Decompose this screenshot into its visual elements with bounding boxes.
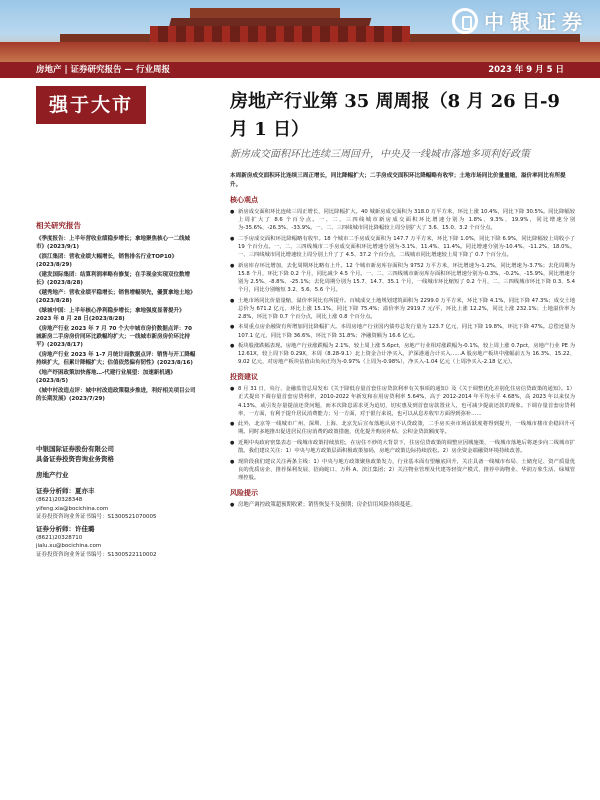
company-line: 具备证券投资咨询业务资格 [36,454,114,463]
related-report-item: 《绿城中国：上半年核心净利稳步增长；拿地强度显著提升》2023 年 8 月 28 日(2023/8/28) [36,308,185,322]
related-report-item: 《城中村改造点评：城中村改造政策稳步推进，利好相关项目公司的长期发展》(2023/7/29) [36,388,196,402]
investment-advice-point: ● 现阶段我们建议关注两条主线：1）中央与地方政策聚焦政策发力，行业基本面有望触底回升，关注具备一线城市布局、土储充足、资产质量优良的优质房企，推荐保利发展、招商蛇口、万科 A、滨江集团；2）关注物业管理及代建等轻资产模式，推荐中海物业、华润万象生活、绿城管理控股。 [230,458,575,482]
core-views-heading: 核心观点 [230,196,258,205]
analyst-detail: (8621)20328710 [36,535,83,542]
analyst-detail: (8621)20328348 [36,497,83,504]
related-report-item: 《季度报告：上半年营收业绩稳步增长；拿地聚焦核心一二线城市》(2023/9/1) [36,236,191,250]
main-content [230,86,575,796]
company-line: 中银国际证券股份有限公司 [36,445,114,453]
roof-decoration [190,8,340,18]
investment-advice-point: ● 近期中央政府密集表态一线城市政策持续放松，在房住不炒的大背景下，住房信贷政策的调整应因城施策，一线城市落地后将逐步向二线城市扩散。我们建议关注：1）中央与地方政策层面积极政策加码，房地产政策边际持续放松。2）房企资金端融资环境持续改善。 [230,439,575,455]
summary-paragraph: 本周新房成交面积环比连续三周正增长，同比降幅扩大；二手房成交面积环比降幅略有收窄；土地市场同比价量量缩，溢价率同比有所提升。 [230,173,566,188]
sidebar [36,86,196,796]
company-info [36,445,196,464]
analyst-name: 证券分析师：夏亦丰 [36,487,95,495]
report-title: 房地产行业第 35 周周报（8 月 26 日-9 月 1 日） [230,91,560,140]
analyst-detail: 证券投资咨询业务证书编号：S1300521070005 [36,514,157,521]
analyst-list [36,487,196,559]
report-subtitle: 新房成交面积环比连续三周回升，中央及一线城市落地多项利好政策 [230,149,530,160]
analyst-name: 证券分析师：许佳璐 [36,524,95,533]
related-report-item: 《地产纾困政策加快落地…-代建行业展望：加速新机遇》(2023/8/5) [36,370,176,384]
rating-badge: 强于大市 [36,86,146,124]
investment-advice-point: ● 此外，北京等一线城市广州、深圳、上海、北京先后宣布落地认房不认贷政策，二手房买卖市场活跃度将得到提升，一线城市楼市企稳回升可期。同时多地推出促进居民住房消费的政策措施，优化提升购房补贴、公积金贷款额度等。 [230,420,575,436]
risk-text: ● 房地产调控政策超预期收紧；销售恢复不及预期；房企信用风险持续蔓延。 [230,501,575,509]
analyst-block [36,487,196,522]
risk-heading: 风险提示 [230,488,258,497]
header-strip [0,62,600,78]
core-view-point: ● 新房成交面积环比连续三周正增长，同比降幅扩大。40 城新房成交面积为 318.0 万平方米，环比上涨 10.4%，同比下降 30.5%。同比降幅较上周扩大了 8.6 个百分点。一、二、三四线城市新房成交面积环比增速分别为 1.8%、9.3%、19.9%，同比增速分别为-35.6%、-26.3%、-33.9%。一、二、三四线城市同比降幅较上周分别扩大了 3.6、15.0、3.2 个百分点。 [230,208,575,232]
core-views-list [230,208,575,366]
company-logo [452,6,588,35]
core-view-point: ● 新房库存环比增加，去化周期环比略有上升。12 个城市新房库存面积为 9752 万平方米，环比增速为-1.2%，同比增速为-3.7%；去化周期为 15.8 个月，环比下降 0.2 个月，同比减少 4.5 个月。一、二、三四线城市新房库存面积环比增速分别为-0.3%、-0.2%、-15.9%，同比增速分别为 2.5%、-8.8%、-25.1%；去化周期分别为 15.7、14.7、35.1 个月，一线城市环比缩短了 0.2 个月，二、三四线城市环比下降 0.3、5.4 个月，同比分别缩短 3.2、5.6、5.6 个月。 [230,262,575,294]
related-report-item: 《越秀地产：营收业绩平稳增长；销售增幅领先，優質拿地土地》(2023/8/28) [36,290,196,304]
related-reports-title: 相关研究报告 [36,221,81,230]
investment-advice-list [230,385,575,482]
forbidden-city-banner [0,0,600,62]
investment-advice-heading: 投资建议 [230,373,258,382]
pillar-decoration [150,26,410,42]
investment-advice-point: ● 8 月 31 日，央行、金融监管总局发布《关于降低存量首套住房贷款利率有关事项的通知》及《关于调整优化差别化住房信贷政策的通知》。1）正式提出下调存量首套房贷利率，2010-2022 年新发和在用房贷利率 5.64%，高于 2012-2014 年平均水平 4.68%，高 2023 年以来仅为 4.13%，或引发存量提前还贷问题，而本次降息需求更为迫切，切实惠及到首套房款置业人，也可减少提前还款的现象。下调存量首套房贷利率，一方面，有利于提升居民消费能力；另一方面，对于银行来说，也可以从息差收窄方面得到弥补…… [230,385,575,417]
core-view-point: ● 本周重点房企融资有所增加同比降幅扩大。本周房地产行业国内债券总发行量为 123.7 亿元，同比下降 19.8%，环比下降 47%。总偿还量为 107.1 亿元，同比下降 36.6%，环比下降 31.8%；净融资额为 16.6 亿元。 [230,323,575,339]
core-view-point: ● 板块股涨跌幅表现。房地产行业涨跌幅为 2.1%，较上周上涨 5.6pct，房地产行业相对涨跌幅为-0.1%，较上周上涨 0.7pct，房地产行业 PE 为 12.61X，较上周下降 0.29X，本周（8.28-9.1）北上资金合计净买入，沪深港通合计买入……A 股房地产板块中涨幅前五为 16.3%、15.22、9.02 亿元，对房地产板块估值由负向正均为-0.97%（上周为-0.98%），净买入-1.04 亿元（上周净买入-2.18 亿元）。 [230,342,575,366]
sector-name: 房地产行业 [36,471,69,479]
related-report-item: 《建发国际集团：结算利润率略有修复；在手现金实现双位数增长》(2023/8/28) [36,272,191,286]
related-reports-list [36,235,196,403]
core-view-point: ● 二手房成交面积环比降幅略有收窄。18 个城市二手房成交面积为 147.7 万平方米，环比下降 1.0%，同比下降 6.9%，同比降幅较上周收小了 19 个百分点。一、二、三四线城市二手房成交面积环比增速分别为-3.1%、11.4%、11.4%。同比增速分别为-10.4%、-11.2%、18.0%。一、三四线城市同比增速较上周分别上升了了 4.5、37.2 个百分点，二线城市同比增速较上周下降了 0.7 个百分点。 [230,235,575,259]
bank-logo-icon [452,8,478,34]
logo-text: 中银证券 [484,10,588,34]
wall-decoration [0,42,600,62]
report-date: 2023 年 9 月 5 日 [488,65,564,75]
analyst-detail: 证券投资咨询业务证书编号：S1300522110002 [36,551,157,558]
related-report-item: 《滨江集团：营收业绩大幅增长，销售排名行业TOP10》(2023/8/29) [36,254,178,268]
analyst-email[interactable]: yifeng.xia@bocichina.com [36,505,109,512]
report-category: 房地产 | 证券研究报告 — 行业周报 [36,65,170,75]
analyst-email[interactable]: jialu.xu@bocichina.com [36,543,102,550]
analyst-block [36,525,196,560]
related-report-item: 《房地产行业 2023 年 7 月 70 个大中城市房价数据点评：70 城新房二手房房价同环比跌幅均扩大；一线城市新房房价环比持平》(2023/8/17) [36,326,192,348]
related-report-item: 《房地产行业 2023 年 1-7 月统计局数据点评：销售与开工降幅持续扩大，但累计降幅扩大；估值依然偏有韧性》(2023/8/16) [36,352,196,366]
core-view-point: ● 土地市场同比价量量缩，溢价率同比有所提升。百城成交土地规划建筑面积为 2299.0 万平方米，环比下降 4.1%，同比下降 47.3%；成交土地总价为 671.2 亿元，环比上涨 15.1%，同比下降 75.4%；溢价率为 2919.7 元/平，环比上涨 12.2%，同比上涨 232.1%；土地溢价率为 2.8%，环比下降 0.7 个百分点，同比上涨 0.8 个百分点。 [230,297,575,321]
